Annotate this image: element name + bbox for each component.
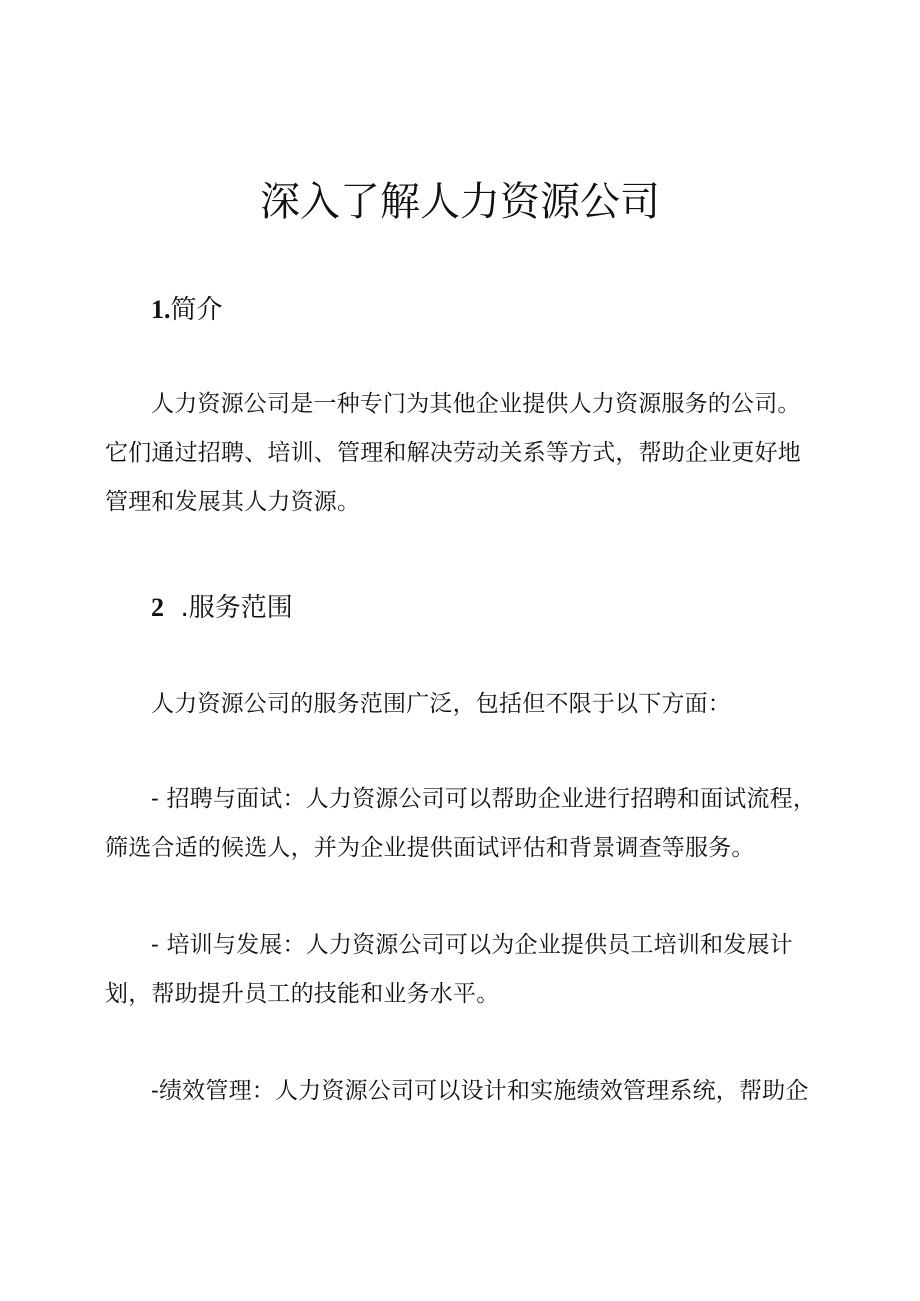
- document-title: 深入了解人力资源公司: [260, 179, 660, 225]
- section-title: 简介: [170, 295, 223, 325]
- section-number: 1.: [151, 295, 171, 324]
- section-number: 2: [151, 593, 164, 622]
- section-heading-intro: [151, 292, 223, 328]
- services-intro-paragraph: 人力资源公司的服务范围广泛，包括但不限于以下方面：: [151, 691, 731, 717]
- list-item-text: 招聘与面试：人力资源公司可以帮助企业进行招聘和面试流程，筛选合适的候选人，并为企业提供面试评估和背景调查等服务。: [105, 786, 817, 861]
- bullet-dash: -: [151, 1078, 159, 1104]
- section-title: .服务范围: [180, 593, 293, 623]
- list-item: [105, 921, 820, 1019]
- list-item-text: 绩效管理：人力资源公司可以设计和实施绩效管理系统，帮助企: [158, 1078, 809, 1104]
- list-item-text: 培训与发展：人力资源公司可以为企业提供员工培训和发展计划，帮助提升员工的技能和业务水平。: [105, 932, 793, 1007]
- bullet-dash: -: [151, 786, 167, 812]
- section-heading-services: [151, 590, 293, 626]
- intro-paragraph: 人力资源公司是一种专门为其他企业提供人力资源服务的公司。它们通过招聘、培训、管理和解决劳动关系等方式，帮助企业更好地管理和发展其人力资源。: [105, 391, 801, 515]
- list-item: [105, 1067, 820, 1116]
- list-item: [105, 775, 820, 873]
- bullet-dash: -: [151, 932, 167, 958]
